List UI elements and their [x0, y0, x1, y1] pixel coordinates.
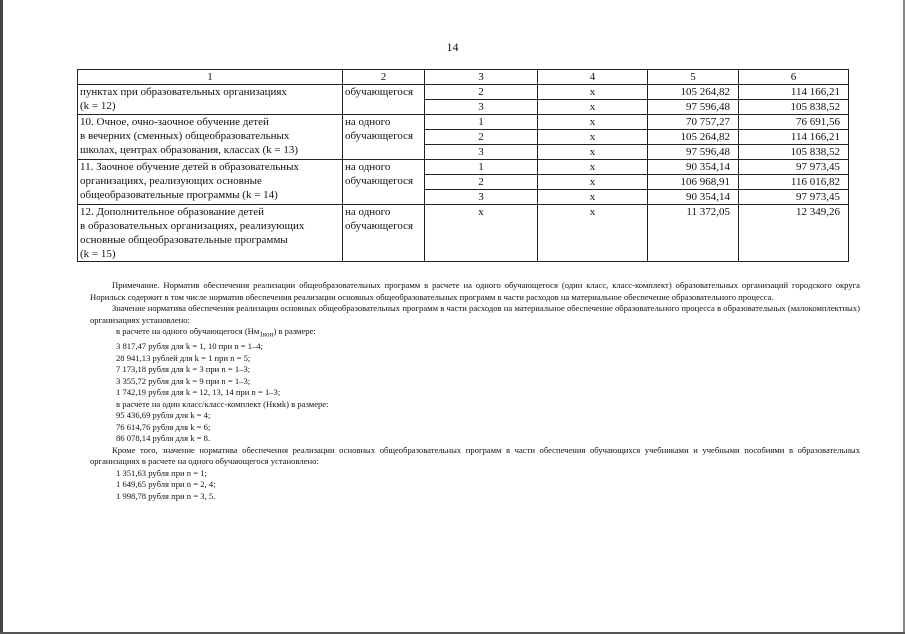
note-section [90, 280, 860, 502]
per-student-heading-subscript: 1кон [259, 330, 274, 339]
program-name-line: 11. Заочное обучение детей в образовательных [80, 161, 300, 173]
program-name-cell [78, 85, 343, 115]
table-row [78, 205, 849, 262]
level-cell: 1 [425, 160, 538, 175]
value5-cell: 70 757,27 [648, 115, 739, 130]
level-cell: 1 [425, 115, 538, 130]
value5-cell: 11 372,05 [648, 205, 739, 262]
unit-line: на одного [345, 161, 391, 173]
unit-line: обучающегося [345, 175, 414, 187]
note-paragraph: Значение норматива обеспечения реализации основных общеобразовательных программ в части расходов на материальное обеспечение образовательного процесса в образовательных (малокомплектных) организациях установлено: [90, 303, 860, 325]
textbook-value: 1 998,78 рубля при n = 3, 5. [116, 490, 216, 501]
per-class-value: 76 614,76 рубля для k = 6; [116, 421, 211, 432]
program-name-cell [78, 205, 343, 262]
header-cell: 4 [538, 70, 648, 85]
value5-cell: 97 596,48 [648, 100, 739, 115]
level-cell: 3 [425, 100, 538, 115]
program-name-line: школах, центрах образования, классах (k = 13) [80, 144, 299, 156]
level-cell: 2 [425, 175, 538, 190]
per-student-value: 3 817,47 рубля для k = 1, 10 при n = 1–4; [116, 341, 264, 352]
value6-cell: 97 973,45 [739, 190, 849, 205]
per-class-value: 86 078,14 рубля для k = 8. [116, 433, 211, 444]
unit-cell [343, 115, 425, 160]
table-row [78, 160, 849, 175]
value5-cell: 106 968,91 [648, 175, 739, 190]
value6-cell: 12 349,26 [739, 205, 849, 262]
table-row [78, 85, 849, 100]
textbook-value: 1 351,63 рубля при n = 1; [116, 467, 207, 478]
value5-cell: 90 354,14 [648, 160, 739, 175]
col4-cell: x [538, 175, 648, 190]
header-cell: 1 [78, 70, 343, 85]
unit-line: обучающегося [345, 220, 414, 232]
header-cell: 2 [343, 70, 425, 85]
value6-cell: 105 838,52 [739, 100, 849, 115]
program-name-line: общеобразовательные программы (k = 14) [80, 189, 278, 201]
table-row [78, 115, 849, 130]
col4-cell: x [538, 190, 648, 205]
textbook-value: 1 649,65 рубля при n = 2, 4; [116, 479, 216, 490]
col4-cell: x [538, 100, 648, 115]
value5-cell: 90 354,14 [648, 190, 739, 205]
per-student-value: 3 355,72 рубля для k = 9 при n = 1–3; [116, 375, 251, 386]
unit-line: обучающегося [345, 86, 414, 98]
per-student-heading [90, 326, 860, 341]
unit-line: обучающегося [345, 130, 414, 142]
program-name-line: основные общеобразовательные программы [80, 234, 288, 246]
per-student-heading-text: в расчете на одного обучающегося (Нм [116, 326, 260, 336]
program-name-line: 10. Очное, очно-заочное обучение детей [80, 116, 269, 128]
table-header-row [78, 70, 849, 85]
col4-cell: x [538, 205, 648, 262]
col4-cell: x [538, 130, 648, 145]
per-student-value: 28 941,13 рублей для k = 1 при n = 5; [116, 352, 251, 363]
program-name-line: 12. Дополнительное образование детей [80, 206, 265, 218]
per-class-value: 95 436,69 рубля для k = 4; [116, 410, 211, 421]
value6-cell: 76 691,56 [739, 115, 849, 130]
note-paragraph: Примечание. Норматив обеспечения реализации общеобразовательных программ в расчете на одного обучающегося (один класс, класс-комплект) образовательных организаций городского округа Норильск содержит в том числе норматив обеспечения реализации основных общеобразовательных программ в части расходов на материальное обеспечение образовательного процесса. [90, 280, 860, 302]
page-number: 14 [446, 40, 459, 54]
unit-cell [343, 85, 425, 115]
col4-cell: x [538, 85, 648, 100]
per-class-heading: в расчете на один класс/класс-комплект (Нкмk) в размере: [116, 398, 329, 409]
unit-cell [343, 160, 425, 205]
value6-cell: 116 016,82 [739, 175, 849, 190]
level-cell: 2 [425, 130, 538, 145]
value5-cell: 97 596,48 [648, 145, 739, 160]
note-paragraph: Кроме того, значение норматива обеспечения реализации основных общеобразовательных программ в части обеспечения обучающихся учебниками и учебными пособиями в образовательных организациях в расчете на одного обучающегося установлено: [90, 444, 860, 467]
value6-cell: 105 838,52 [739, 145, 849, 160]
program-name-line: в образовательных организациях, реализующих [80, 220, 305, 232]
col4-cell: x [538, 160, 648, 175]
scan-left-edge [0, 0, 3, 634]
normative-table [77, 69, 849, 262]
unit-cell [343, 205, 425, 262]
program-name-line: (k = 15) [80, 248, 116, 260]
per-student-heading-tail: ) в размере: [273, 326, 316, 336]
value6-cell: 114 166,21 [739, 85, 849, 100]
value5-cell: 105 264,82 [648, 85, 739, 100]
level-cell: 2 [425, 85, 538, 100]
program-name-line: в вечерних (сменных) общеобразовательных [80, 130, 290, 142]
program-name-line: (k = 12) [80, 100, 116, 112]
level-cell: x [425, 205, 538, 262]
header-cell: 3 [425, 70, 538, 85]
level-cell: 3 [425, 190, 538, 205]
program-name-line: организациях, реализующих основные [80, 175, 262, 187]
header-cell: 5 [648, 70, 739, 85]
unit-line: на одного [345, 116, 391, 128]
value5-cell: 105 264,82 [648, 130, 739, 145]
program-name-cell [78, 115, 343, 160]
header-cell: 6 [739, 70, 849, 85]
col4-cell: x [538, 115, 648, 130]
program-name-cell [78, 160, 343, 205]
per-student-value: 1 742,19 рубля для k = 12, 13, 14 при n = 1–3; [116, 387, 281, 398]
program-name-line: пунктах при образовательных организациях [80, 86, 287, 98]
unit-line: на одного [345, 206, 391, 218]
value6-cell: 114 166,21 [739, 130, 849, 145]
per-student-value: 7 173,18 рубля для k = 3 при n = 1–3; [116, 364, 251, 375]
value6-cell: 97 973,45 [739, 160, 849, 175]
col4-cell: x [538, 145, 648, 160]
level-cell: 3 [425, 145, 538, 160]
